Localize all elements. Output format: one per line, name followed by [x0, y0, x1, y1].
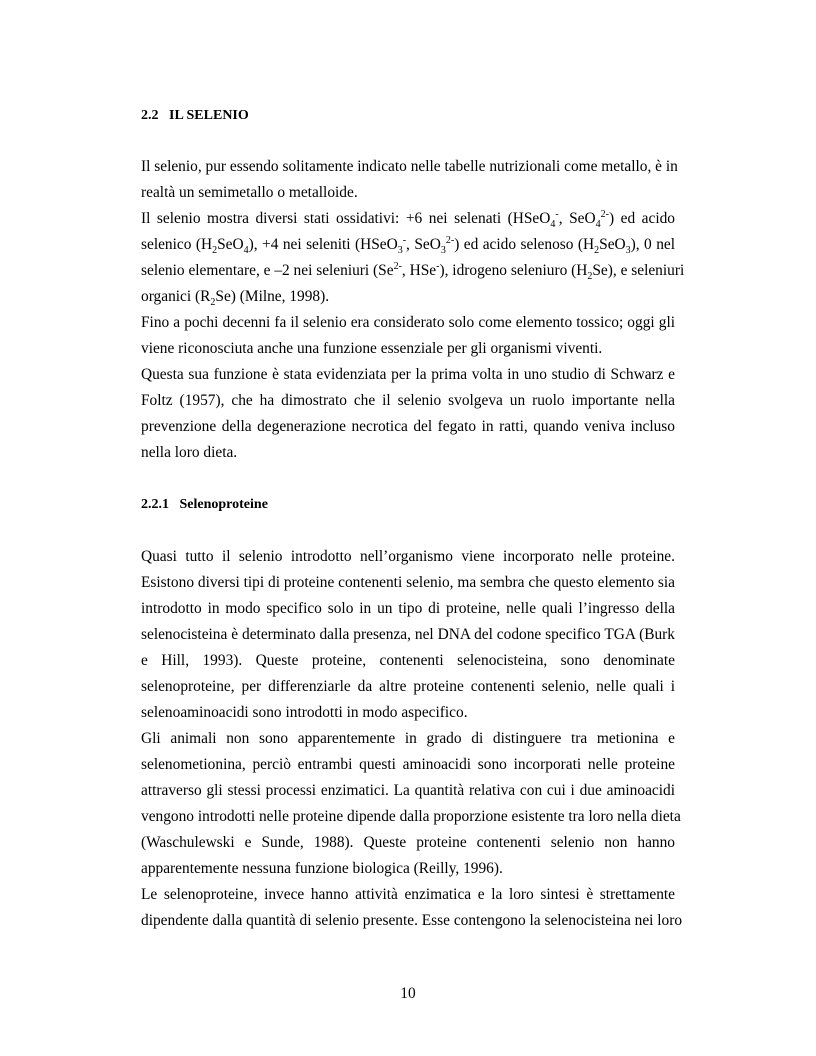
body-line: selenocisteina è determinato dalla presenza, nel DNA del codone specifico TGA (Burk — [141, 626, 675, 643]
body-line: Il selenio, pur essendo solitamente indicato nelle tabelle nutrizionali come metallo, è in — [141, 158, 678, 175]
subsection-title: Selenoproteine — [179, 497, 268, 512]
body-line: (Waschulewski e Sunde, 1988). Queste proteine contenenti selenio non hanno — [141, 834, 675, 851]
page-number: 10 — [400, 985, 416, 1002]
body-line: Il selenio mostra diversi stati ossidativi: +6 nei selenati (HSeO$_4$-, SeO$_4^{2-}$) ed acido — [141, 208, 676, 231]
body-line: selenometionina, perciò entrambi questi aminoacidi sono incorporati nelle proteine — [141, 756, 675, 773]
body-line: introdotto in modo specifico solo in un tipo di proteine, nelle quali l’ingresso della — [141, 600, 675, 617]
body-line: realtà un semimetallo o metalloide. — [141, 184, 358, 201]
body-line: prevenzione della degenerazione necrotica del fegato in ratti, quando veniva incluso — [141, 418, 675, 435]
body-line: selenio elementare, e –2 nei seleniuri ($Se^{2-}$, HSe-), idrogeno seleniuro $(H_2Se)$, e seleniuri — [141, 260, 685, 283]
body-line: apparentemente nessuna funzione biologica (Reilly, 1996). — [141, 860, 503, 877]
body-line: Questa sua funzione è stata evidenziata per la prima volta in uno studio di Schwarz e — [141, 366, 675, 383]
body-line: nella loro dieta. — [141, 444, 238, 461]
body-line: selenoaminoacidi sono introdotti in modo aspecifico. — [141, 704, 468, 721]
body-line: e Hill, 1993). Queste proteine, contenenti selenocisteina, sono denominate — [141, 652, 675, 669]
body-line: Le selenoproteine, invece hanno attività enzimatica e la loro sintesi è strettamente — [141, 886, 675, 903]
body-line: viene riconosciuta anche una funzione essenziale per gli organismi viventi. — [141, 340, 603, 357]
body-line: selenoproteine, per differenziarle da altre proteine contenenti selenio, nelle quali i — [141, 678, 675, 695]
section-title: IL SELENIO — [169, 108, 249, 123]
section-number: 2.2 — [141, 108, 159, 123]
body-line: Fino a pochi decenni fa il selenio era considerato solo come elemento tossico; oggi gli — [141, 314, 675, 331]
body-line: Quasi tutto il selenio introdotto nell’organismo viene incorporato nelle proteine. — [141, 548, 675, 565]
section-heading — [141, 108, 249, 124]
body-line: vengono introdotti nelle proteine dipende dalla proporzione esistente tra loro nella dieta — [141, 808, 681, 825]
body-line: Esistono diversi tipi di proteine contenenti selenio, ma sembra che questo elemento sia — [141, 574, 675, 591]
subsection-heading — [141, 497, 268, 513]
body-line: Gli animali non sono apparentemente in grado di distinguere tra metionina e — [141, 730, 675, 747]
body-line: dipendente dalla quantità di selenio presente. Esse contengono la selenocisteina nei loro — [141, 912, 683, 929]
subsection-number: 2.2.1 — [141, 497, 169, 512]
body-line: selenico $(H_2SeO_4)$, +4 nei seleniti (HSeO$_3$-, SeO$_3^{2-}$) ed acido selenoso $(H_2SeO_3)$, 0 nel — [141, 234, 675, 257]
body-line: organici $(R_2Se)$ (Milne, 1998). — [141, 288, 330, 309]
body-line: attraverso gli stessi processi enzimatici. La quantità relativa con cui i due aminoacidi — [141, 782, 675, 799]
body-line: Foltz (1957), che ha dimostrato che il selenio svolgeva un ruolo importante nella — [141, 392, 675, 409]
